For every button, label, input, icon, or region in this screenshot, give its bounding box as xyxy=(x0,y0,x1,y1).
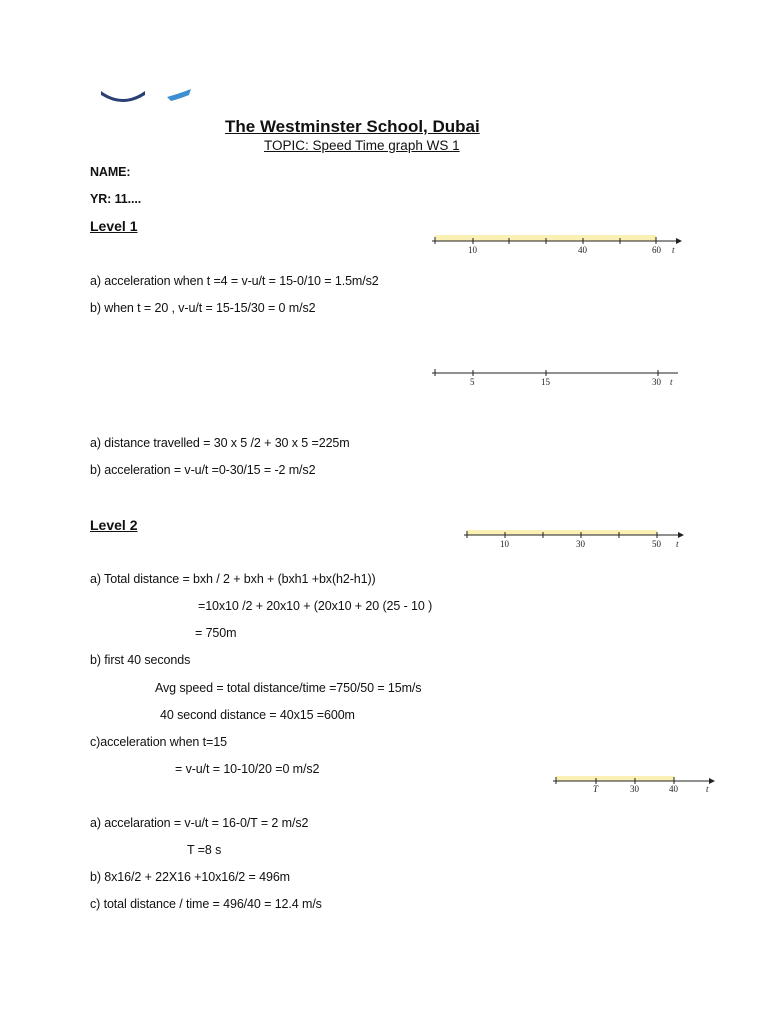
school-title: The Westminster School, Dubai xyxy=(225,117,480,136)
level2-q1-line: =10x10 /2 + 20x10 + (20x10 + 20 (25 - 10 ) xyxy=(198,599,433,613)
level1-q1-answer-b: b) when t = 20 , v-u/t = 15-15/30 = 0 m/s2 xyxy=(90,301,316,315)
level2-q1-line: b) first 40 seconds xyxy=(90,653,191,667)
axis-tick-label: 40 xyxy=(578,245,587,255)
level2-q1-line: 40 second distance = 40x15 =600m xyxy=(160,708,355,722)
level1-q1-time-axis xyxy=(428,230,688,258)
axis-tick-label: 30 xyxy=(630,784,639,794)
axis-variable: t xyxy=(706,784,709,794)
level2-q1-line: = 750m xyxy=(195,626,237,640)
level1-q2-answer-a: a) distance travelled = 30 x 5 /2 + 30 x 5 =225m xyxy=(90,436,350,450)
axis-tick-label: 15 xyxy=(541,377,550,387)
axis-tick-label: 30 xyxy=(652,377,661,387)
level2-q2-time-axis xyxy=(551,772,721,798)
level1-heading: Level 1 xyxy=(90,218,138,234)
level2-q1-time-axis xyxy=(460,526,690,554)
level1-q2-answer-b: b) acceleration = v-u/t =0-30/15 = -2 m/s2 xyxy=(90,463,316,477)
axis-tick-label: 60 xyxy=(652,245,661,255)
year-label: YR: 11.... xyxy=(90,192,142,206)
axis-variable: t xyxy=(672,245,675,255)
level2-q1-line: a) Total distance = bxh / 2 + bxh + (bxh1 +bx(h2-h1)) xyxy=(90,572,376,586)
axis-tick-label: 30 xyxy=(576,539,585,549)
level2-q2-line: a) accelaration = v-u/t = 16-0/T = 2 m/s2 xyxy=(90,816,309,830)
axis-tick-label: 50 xyxy=(652,539,661,549)
axis-tick-label: 10 xyxy=(500,539,509,549)
level1-q1-answer-a: a) acceleration when t =4 = v-u/t = 15-0/10 = 1.5m/s2 xyxy=(90,274,379,288)
level2-heading: Level 2 xyxy=(90,517,138,533)
level2-q2-line: T =8 s xyxy=(187,843,222,857)
level2-q2-line: b) 8x16/2 + 22X16 +10x16/2 = 496m xyxy=(90,870,290,884)
level1-q2-time-axis xyxy=(428,364,688,392)
axis-tick-label: 40 xyxy=(669,784,678,794)
axis-tick-label: 5 xyxy=(470,377,475,387)
level2-q1-line: = v-u/t = 10-10/20 =0 m/s2 xyxy=(175,762,320,776)
level2-q1-line: Avg speed = total distance/time =750/50 = 15m/s xyxy=(155,681,422,695)
axis-variable: t xyxy=(670,377,673,387)
level2-q1-line: c)acceleration when t=15 xyxy=(90,735,227,749)
axis-variable: t xyxy=(676,539,679,549)
axis-tick-label: 10 xyxy=(468,245,477,255)
level2-q2-line: c) total distance / time = 496/40 = 12.4 m/s xyxy=(90,897,322,911)
school-logo xyxy=(95,85,205,107)
topic-title: TOPIC: Speed Time graph WS 1 xyxy=(264,138,460,153)
name-label: NAME: xyxy=(90,165,131,179)
axis-tick-label: T xyxy=(593,784,599,794)
